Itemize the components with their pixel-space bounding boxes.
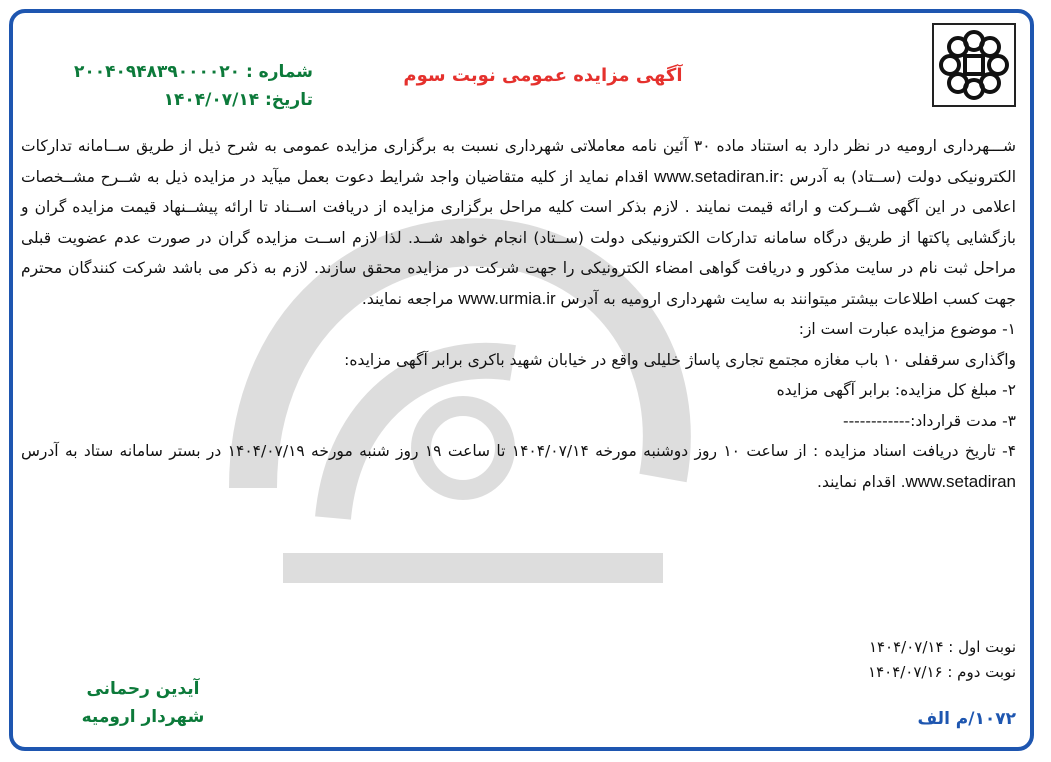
urmia-link[interactable]: www.urmia.ir (458, 288, 556, 308)
item-4 (21, 436, 1016, 497)
signer-name: آیدین رحمانی (86, 679, 200, 699)
intro-text-1: شـــهرداری ارومیه در نظر دارد به استناد ماده ۳۰ آئین نامه معاملاتی شهرداری نسبت به برگزاری مزایده عمومی به شرح ذیل از طریق ســامانه تدارکات الکترونیکی دولت (ســتاد) به آدرس : (21, 137, 1016, 186)
item-2: ۲- مبلغ کل مزایده: برابر آگهی مزایده (776, 381, 1016, 399)
number-label: شماره : (245, 62, 313, 82)
first-round-date: نوبت اول : ۱۴۰۴/۰۷/۱۴ (868, 638, 1016, 656)
item-3: ۳- مدت قرارداد:------------ (842, 411, 1016, 430)
item-4-text-2: اقدام نمایند. (817, 472, 901, 491)
date-value: ۱۴۰۴/۰۷/۱۴ (163, 90, 260, 110)
number-value: ۲۰۰۴۰۹۴۸۳۹۰۰۰۰۲۰ (74, 62, 241, 82)
notice-date (53, 86, 313, 114)
reference-number: ۱۰۷۲/م الف (917, 709, 1016, 729)
notice-frame (9, 9, 1034, 751)
notice-meta (53, 58, 313, 114)
publication-dates (868, 635, 1016, 685)
municipality-logo (932, 23, 1016, 107)
intro-text-2: اقدام نماید از کلیه متقاضیان واجد شرایط دعوت بعمل میآید در مزایده ذیل به شــرح مشــخصات اعلامی در این آگهی شــرکت و ارائه قیمت نمایند . لازم بذکر است کلیه مراحل برگزاری مزایده از دریافت اســناد تا ارائه پیشــنهاد قیمت مزایده گران و بازگشایی پاکتها از طریق درگاه سامانه تدارکات الکترونیکی دولت (ســتاد) انجام خواهد شــد. لذا لازم اســت مزایده گران در صورت عدم عضویت قبلی مراحل ثبت نام در سایت مذکور و دریافت گواهی امضاء الکترونیکی را جهت شرکت در مزایده محقق سازند. لازم به ذکر می باشد شرکت کنندگان محترم جهت کسب اطلاعات بیشتر میتوانند به سایت شهرداری ارومیه به آدرس (21, 167, 1016, 308)
notice-number (53, 58, 313, 86)
setad-link[interactable]: www.setadiran.ir (654, 166, 779, 186)
logo-emblem-icon (934, 25, 1014, 105)
item-4-text-1: ۴- تاریخ دریافت اسناد مزایده : از ساعت ۱۰ روز دوشنبه مورخه ۱۴۰۴/۰۷/۱۴ تا ساعت ۱۹ روز شنبه مورخه ۱۴۰۴/۰۷/۱۹ در بستر سامانه ستاد به آدرس (21, 442, 1017, 460)
date-label: تاریخ: (265, 90, 313, 110)
second-round-date: نوبت دوم : ۱۴۰۴/۰۷/۱۶ (868, 663, 1016, 681)
item-1-detail: واگذاری سرقفلی ۱۰ باب مغازه مجتمع تجاری پاساژ خلیلی واقع در خیابان شهید باکری برابر آگهی مزایده: (344, 350, 1016, 369)
item-1: ۱- موضوع مزایده عبارت است از: (798, 320, 1016, 338)
notice-title: آگهی مزایده عمومی نوبت سوم (403, 65, 683, 86)
setad-link-2[interactable]: www.setadiran. (900, 471, 1016, 491)
signer-title: شهردار ارومیه (81, 707, 205, 727)
intro-paragraph (21, 131, 1016, 314)
signature-block (68, 675, 218, 731)
intro-text-3: مراجعه نمایند. (361, 289, 459, 308)
notice-body (21, 131, 1016, 497)
